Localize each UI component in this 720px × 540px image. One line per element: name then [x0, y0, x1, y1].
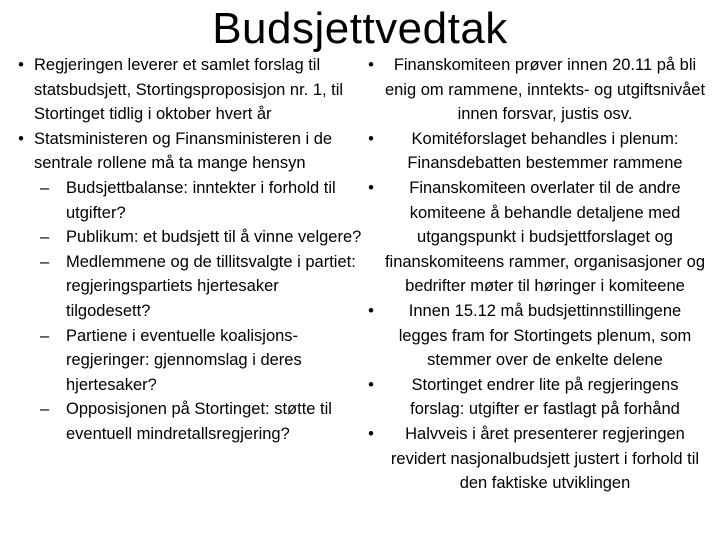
sub-item-text: Medlemmene og de tillitsvalgte i partiet: regjeringspartiets hjertesaker tilgodesett? — [66, 252, 356, 320]
bullet-icon: • — [368, 56, 374, 74]
left-bullet-2-text: Statsministeren og Finansministeren i de sentrale rollene må ta mange hensyn — [34, 129, 333, 173]
dash-icon: – — [40, 228, 50, 247]
dash-icon: – — [40, 326, 50, 345]
sub-item-text: Opposisjonen på Stortinget: støtte til eventuell mindretallsregjering? — [66, 400, 332, 443]
right-bullet-6 — [358, 422, 706, 496]
bullet-icon: • — [18, 56, 24, 74]
right-bullet-5-text: Stortinget endrer lite på regjeringens forslag: utgifter er fastlagt på forhånd — [410, 375, 680, 419]
left-bullet-2-sublist — [34, 176, 364, 447]
right-bullet-6-text: Halvveis i året presenterer regjeringen revidert nasjonalbudsjett justert i forhold til den faktiske utviklingen — [390, 424, 700, 493]
sub-item-coalition — [34, 324, 364, 398]
dash-icon: – — [40, 252, 50, 271]
bullet-icon: • — [368, 301, 374, 320]
slide-title: Budsjettvedtak — [212, 4, 508, 53]
right-bullet-1-text: Finanskomiteen prøver innen 20.11 på bli enig om rammene, inntekts- og utgiftsnivået innen forsvar, justis osv. — [384, 56, 706, 124]
left-bullet-2 — [8, 127, 364, 447]
right-column — [358, 53, 706, 496]
sub-item-budget-balance — [34, 176, 364, 225]
bullet-icon: • — [368, 375, 374, 394]
bullet-icon: • — [18, 129, 24, 148]
sub-item-opposition — [34, 397, 364, 446]
sub-item-members — [34, 250, 364, 324]
right-bullet-1 — [358, 53, 706, 127]
bullet-icon: • — [368, 178, 374, 197]
left-bullet-1 — [8, 53, 364, 127]
dash-icon: – — [40, 400, 50, 419]
left-bullet-1-text: Regjeringen leverer et samlet forslag til statsbudsjett, Stortingsproposisjon nr. 1, til Stortinget tidlig i oktober hvert år — [34, 56, 344, 124]
right-bullet-2 — [358, 127, 706, 176]
sub-item-public — [34, 225, 364, 250]
right-bullet-2-text: Komitéforslaget behandles i plenum: Finansdebatten bestemmer rammene — [407, 129, 683, 173]
sub-item-text: Budsjettbalanse: inntekter i forhold til utgifter? — [66, 178, 336, 222]
bullet-icon: • — [368, 129, 374, 148]
left-column — [8, 53, 364, 447]
right-bullet-4-text: Innen 15.12 må budsjettinnstillingene legges fram for Stortingets plenum, som stemmer over de enkelte delene — [398, 301, 692, 370]
bullet-icon: • — [368, 424, 374, 443]
right-bullet-3 — [358, 176, 706, 299]
sub-item-text: Partiene i eventuelle koalisjons-regjeringer: gjennomslag i deres hjertesaker? — [66, 326, 302, 394]
dash-icon: – — [40, 178, 50, 197]
sub-item-text: Publikum: et budsjett til å vinne velgere? — [66, 228, 362, 247]
right-bullet-5 — [358, 373, 706, 422]
right-bullet-3-text: Finanskomiteen overlater til de andre komiteene å behandle detaljene med utgangspunkt i budsjettforslaget og finanskomiteens rammer, organisasjoner og bedrifter møter til høringer i komiteene — [384, 178, 706, 296]
right-bullet-4 — [358, 299, 706, 373]
